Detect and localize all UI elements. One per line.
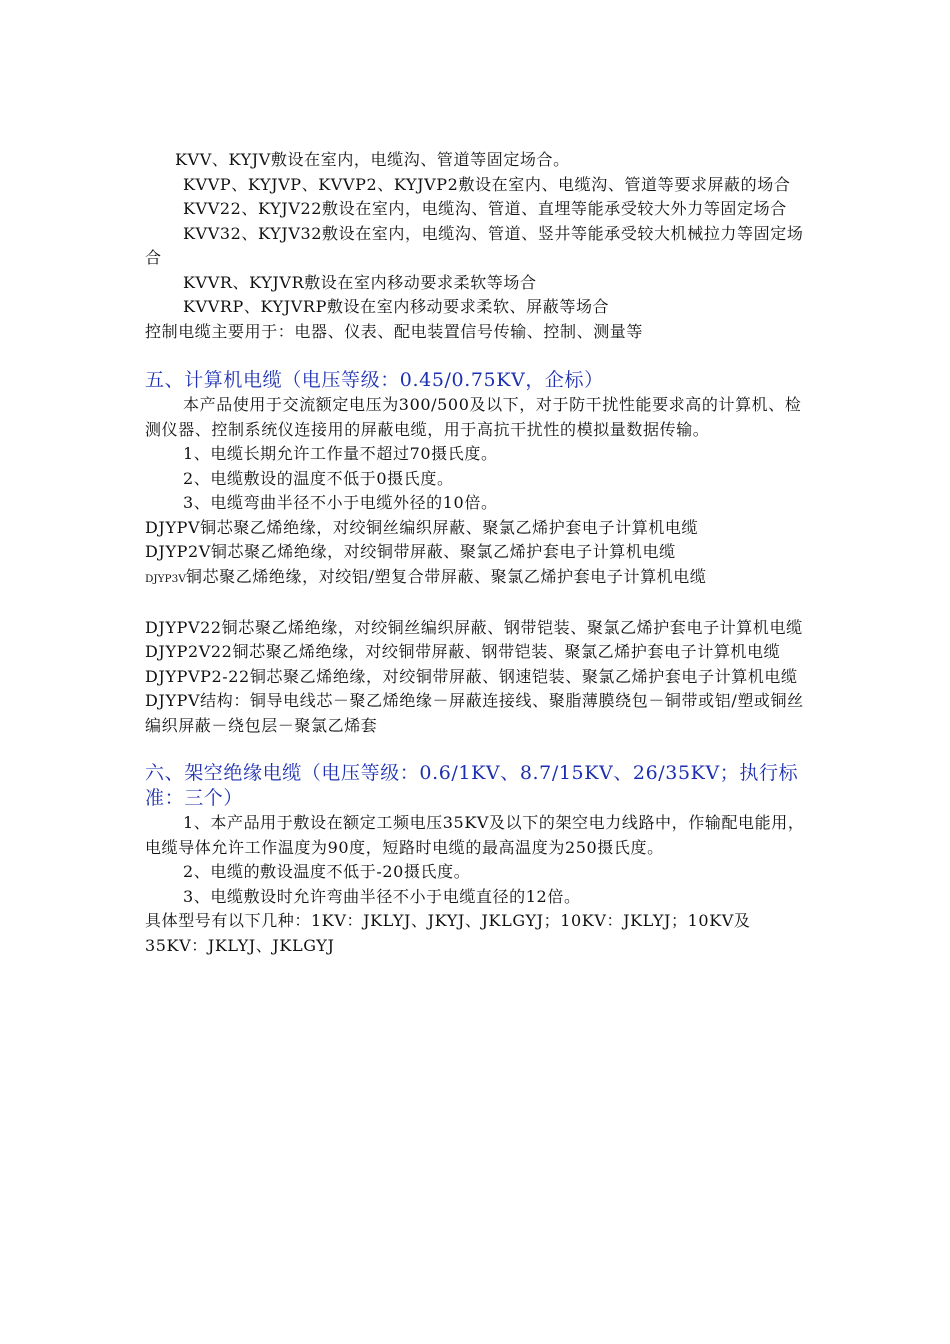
computer-cable-model-djyp2v22: DJYP2V22铜芯聚乙烯绝缘，对绞铜带屏蔽、钢带铠装、聚氯乙烯护套电子计算机电缆 <box>145 642 781 661</box>
model-code-djyp3v: DJYP3V <box>145 572 186 585</box>
blank-line <box>145 591 810 616</box>
computer-cable-item-3: 3、电缆弯曲半径不小于电缆外径的10倍。 <box>183 493 498 512</box>
computer-cable-item-2: 2、电缆敷设的温度不低于0摄氏度。 <box>183 468 454 488</box>
overhead-cable-item-1-text: 1、本产品用于敷设在额定工频电压35KV及以下的架空电力线路中，作输配电能用，电缆导体允许工作温度为90度，短路时电缆的最高温度为250摄氏度。 <box>145 813 805 857</box>
document-page <box>145 148 810 958</box>
overhead-cable-models: 具体型号有以下几种：1KV：JKLYJ、JKYJ、JKLGYJ；10KV：JKLYJ；10KV及35KV：JKLYJ、JKLGYJ <box>145 911 751 955</box>
computer-cable-intro <box>145 393 810 442</box>
control-cable-use-3 <box>145 197 810 222</box>
control-cable-use-2 <box>145 173 810 198</box>
overhead-cable-item-3: 3、电缆敷设时允许弯曲半径不小于电缆直径的12倍。 <box>183 886 581 906</box>
computer-cable-model-djypv: DJYPV铜芯聚乙烯绝缘，对绞铜丝编织屏蔽、聚氯乙烯护套电子计算机电缆 <box>145 517 699 537</box>
control-cable-use-3-text: KVV22、KYJV22敷设在室内，电缆沟、管道、直埋等能承受较大外力等固定场合 <box>183 199 787 218</box>
spacer <box>145 344 810 368</box>
control-cable-use-4-text: KVV32、KYJV32敷设在室内，电缆沟、管道、竖井等能承受较大机械拉力等固定场合 <box>145 223 804 267</box>
computer-cable-intro-text: 本产品使用于交流额定电压为300/500及以下，对于防干扰性能要求高的计算机、检测仪器、控制系统仪连接用的屏蔽电缆，用于高抗干扰性的模拟量数据传输。 <box>145 395 802 439</box>
control-cable-summary: 控制电缆主要用于：电器、仪表、配电装置信号传输、控制、测量等 <box>145 321 644 341</box>
control-cable-use-5: KVVR、KYJVR敷设在室内移动要求柔软等场合 <box>183 272 537 292</box>
control-cable-use-6: KVVRP、KYJVRP敷设在室内移动要求柔软、屏蔽等场合 <box>183 297 610 316</box>
overhead-cable-item-1 <box>145 811 810 860</box>
control-cable-use-2-text: KVVP、KYJVP、KVVP2、KYJVP2敷设在室内、电缆沟、管道等要求屏蔽的场合 <box>183 174 791 194</box>
model-desc-djyp3v: 铜芯聚乙烯绝缘，对绞铝/塑复合带屏蔽、聚氯乙烯护套电子计算机电缆 <box>185 566 707 586</box>
overhead-cable-item-2: 2、电缆的敷设温度不低于-20摄氏度。 <box>183 862 471 881</box>
overhead-cable-heading: 六、架空绝缘电缆（电压等级：0.6/1KV、8.7/15KV、26/35KV；执行标准：三个） <box>145 762 799 809</box>
computer-cable-model-djyp2v: DJYP2V铜芯聚乙烯绝缘，对绞铜带屏蔽、聚氯乙烯护套电子计算机电缆 <box>145 542 676 561</box>
computer-cable-structure: DJYPV结构：铜导电线芯－聚乙烯绝缘－屏蔽连接线、聚脂薄膜绕包－铜带或铝/塑或铜丝编织屏蔽－绕包层－聚氯乙烯套 <box>145 691 804 735</box>
computer-cable-item-1: 1、电缆长期允许工作量不超过70摄氏度。 <box>183 444 498 463</box>
computer-cable-model-djypvp2-22: DJYPVP2-22铜芯聚乙烯绝缘，对绞铜带屏蔽、钢速铠装、聚氯乙烯护套电子计算机电缆 <box>145 666 798 686</box>
computer-cable-model-djypv22: DJYPV22铜芯聚乙烯绝缘，对绞铜丝编织屏蔽、钢带铠装、聚氯乙烯护套电子计算机电缆 <box>145 617 803 637</box>
computer-cable-model-djyp3v <box>145 565 810 592</box>
computer-cable-heading: 五、计算机电缆（电压等级：0.45/0.75KV，企标） <box>145 369 604 391</box>
control-cable-use-4 <box>145 222 810 271</box>
spacer <box>145 738 810 761</box>
control-cable-use-1: KVV、KYJV敷设在室内，电缆沟、管道等固定场合。 <box>175 150 570 169</box>
